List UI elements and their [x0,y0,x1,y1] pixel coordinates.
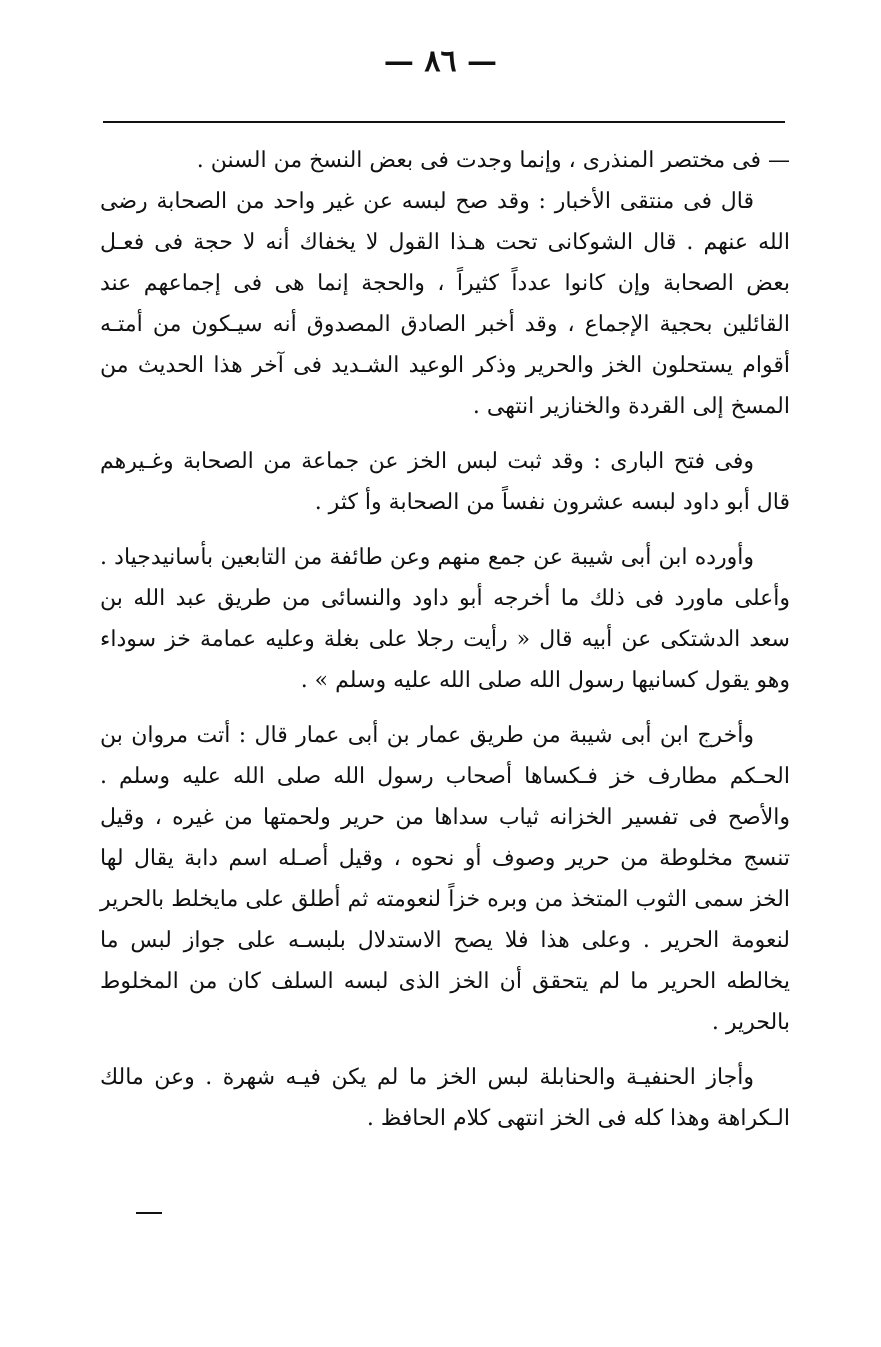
paragraph-fath-albari: وفى فتح البارى : وقد ثبت لبس الخز عن جماعة من الصحابة وغـيرهم قال أبو داود لبسه عشرون نفساً من الصحابة وأ كثر . [100,449,790,515]
paragraph-ibn-abi-shayba: وأورده ابن أبى شيبة عن جمع منهم وعن طائفة من التابعين بأسانيدجياد . وأعلى ماورد فى ذلك ما أخرجه أبو داود والنسائى من طريق عبد الله بن سعد الدشتكى عن أبيه قال « رأيت رجلا على بغلة وعليه عمامة خز سوداء وهو يقول كسانيها رسول الله صلى الله عليه وسلم » . [100,545,790,693]
end-dash [136,1212,162,1214]
paragraph-continuation: — فى مختصر المنذرى ، وإنما وجدت فى بعض النسخ من السنن . [196,148,790,173]
paragraph-ammar: وأخرج ابن أبى شيبة من طريق عمار بن أبى عمار قال : أتت مروان بن الحـكم مطارف خز فـكساها أصحاب رسول الله صلى الله عليه وسلم . والأصح فى تفسير الخزانه ثياب سداها من حرير ولحمتها من غيره ، وقيل تنسج مخلوطة من حرير وصوف أو نحوه ، وقيل أصـله اسم دابة يقال لها الخز سمى الثوب المتخذ من وبره خزاً لنعومته ثم أطلق على مايخلط بالحرير لنعومة الحرير . وعلى هذا فلا يصح الاستدلال بلبسـه على جواز لبس ما يخالطه الحرير ما لم يتحقق أن الخز الذى لبسه السلف كان من المخلوط بالحرير . [100,723,790,1035]
paragraph-hanafiyya: وأجاز الحنفيـة والحنابلة لبس الخز ما لم يكن فيـه شهرة . وعن مالك الـكراهة وهذا كله فى الخز انتهى كلام الحافظ . [100,1065,790,1131]
header-rule [103,121,785,123]
body-text [100,140,790,1139]
page-number: — ٨٦ — [383,44,498,79]
paragraph-muntaqa: قال فى منتقى الأخبار : وقد صح لبسه عن غير واحد من الصحابة رضى الله عنهم . قال الشوكانى تحت هـذا القول لا يخفاك أنه لا حجة فى فعـل بعض الصحابة وإن كانوا عدداً كثيراً ، والحجة إنما هى فى إجماعهم عند القائلين بحجية الإجماع ، وقد أخبر الصادق المصدوق أنه سيـكون من أمتـه أقوام يستحلون الخز والحرير وذكر الوعيد الشـديد فى آخر هذا الحديث من المسخ إلى القردة والخنازير انتهى . [100,189,790,419]
